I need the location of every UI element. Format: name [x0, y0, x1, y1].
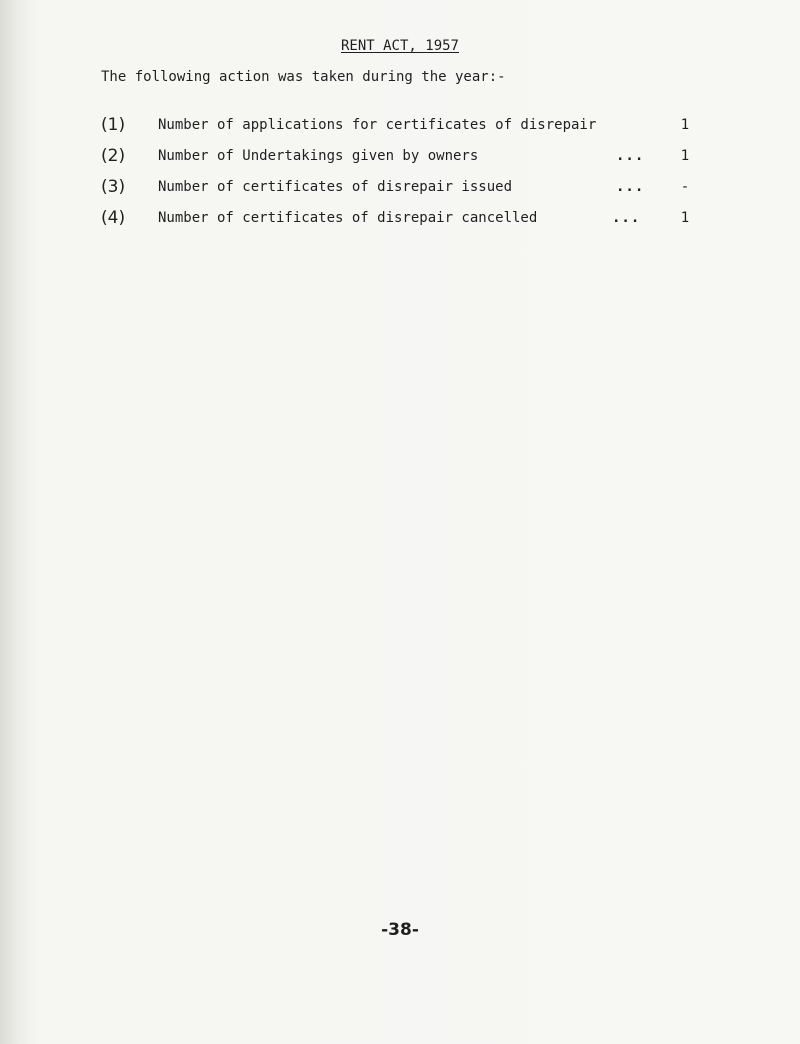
item-number: (2) [101, 146, 126, 166]
intro-text: The following action was taken during the year:- [101, 69, 506, 85]
item-value: 1 [680, 117, 690, 133]
item-number: (3) [101, 177, 126, 197]
item-leader-dots: ... [616, 148, 645, 164]
item-value: 1 [680, 210, 690, 226]
item-value: - [680, 179, 690, 195]
page-heading: RENT ACT, 1957 [340, 38, 459, 54]
item-label: Number of certificates of disrepair cancelled [158, 210, 538, 226]
list-item [0, 117, 800, 141]
item-leader-dots: ... [616, 179, 645, 195]
item-label: Number of Undertakings given by owners [158, 148, 479, 164]
list-item [0, 210, 800, 234]
item-value: 1 [680, 148, 690, 164]
item-number: (1) [101, 115, 126, 135]
item-label: Number of certificates of disrepair issued [158, 179, 513, 195]
list-item [0, 148, 800, 172]
item-leader-dots: ... [612, 210, 641, 226]
item-number: (4) [101, 208, 126, 228]
list-item [0, 179, 800, 203]
page-number: -38- [381, 920, 419, 940]
item-label: Number of applications for certificates of disrepair [158, 117, 597, 133]
